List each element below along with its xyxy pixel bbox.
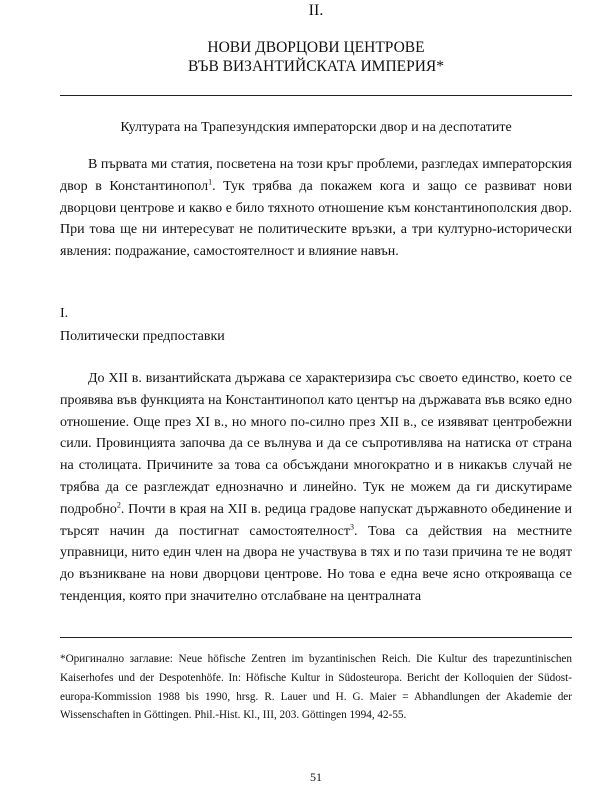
chapter-title-line-2-text: ВЪВ ВИЗАНТИЙСКАТА ИМПЕРИЯ bbox=[187, 58, 437, 75]
chapter-subtitle: Културата на Трапезундския императорски двор и на деспотатите bbox=[120, 120, 512, 135]
chapter-number: II. bbox=[308, 2, 324, 19]
section-number: I. bbox=[60, 306, 69, 321]
intro-text-a: В първата ми статия, посветена на този кръг проблеми, разгледах императорския двор в Константинопол bbox=[60, 157, 572, 194]
footnote-ref-1: 1 bbox=[208, 177, 213, 187]
intro-paragraph bbox=[60, 154, 572, 263]
title-footnote-marker: * bbox=[436, 58, 445, 75]
section-title: Политически предпоставки bbox=[60, 329, 225, 344]
footnote-ref-3: 3 bbox=[349, 521, 354, 531]
footnote-ref-2: 2 bbox=[116, 500, 121, 510]
title-divider bbox=[60, 95, 572, 96]
section-text-b: . Почти в края на XII в. редица градове напускат държавното обединение и търсят начин да постигнат самостоятелност bbox=[60, 501, 572, 539]
document-page bbox=[60, 0, 572, 800]
chapter-title bbox=[60, 38, 572, 76]
section-text-c: . Това са действия на местните управници, нито един член на двора не участвува в тях и по тази причина те не водят до възникване на нови дворцови центрове. Но това е една вече ясно открояваща се тенденция, която при значително отслабване на централната bbox=[60, 523, 573, 604]
section-text-a: До XII в. византийската държава се характеризира със своето единство, което се проявява във функцията на Константинопол като център на държавата във всяко едно отношение. Още през XI в., но много по-силно през XII в., се изявяват центробежни сили. Провинцията започва да се вълнува и да се съпротивлява на натиска от страна на столицата. Причините за това са обсъждани многократно и в никакъв случай не трябва да се разглеждат еднозначно и линейно. Тук не можем да ги дискутираме подробно bbox=[60, 371, 572, 517]
chapter-title-line-1: НОВИ ДВОРЦОВИ ЦЕНТРОВЕ bbox=[207, 39, 425, 56]
chapter-title-line-2 bbox=[60, 57, 572, 76]
footnote: *Оригинално заглавие: Neue höfische Zentren im byzantinischen Reich. Die Kultur des trapezuntinischen Kaiserhofes und der Despotenhöfe. In: Höfische Kultur in Südosteuropa. Bericht der Kolloquien der Südost-europa-Kommission 1988 bis 1990, hrsg. R. Lauer und H. G. Maier = Abhandlungen der Akademie der Wissenschaften in Göttingen. Phil.-Hist. Kl., III, 203. Göttingen 1994, 42-55. bbox=[60, 653, 572, 722]
intro-text-b: . Тук трябва да покажем кога и защо се развиват нови дворцови центрове и какво е било тяхното отношение към константинополския двор. При това ще ни интересуват не политическите връзки, а три културно-исторически явления: подражание, самостоятелност и влияние навън. bbox=[60, 178, 572, 260]
section-paragraph bbox=[60, 368, 572, 608]
footnote-divider bbox=[60, 637, 572, 638]
page-number: 51 bbox=[310, 770, 322, 784]
